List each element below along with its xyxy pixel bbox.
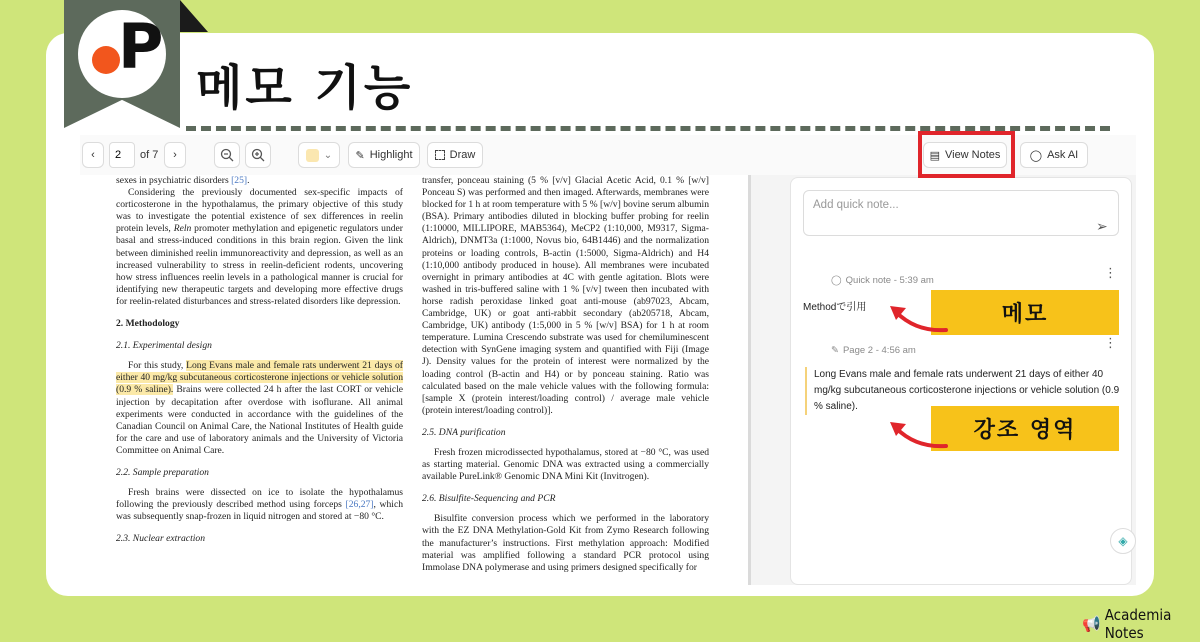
note-text[interactable]: Methodで引用 [803,302,867,313]
view-notes-callout-box [918,131,1015,178]
notes-panel [790,177,1132,585]
layers-icon[interactable]: ◈ [1110,528,1136,554]
pdf-paragraph: transfer, ponceau staining (5 % [v/v] Glacial Acetic Acid, 0.1 % [w/v] Ponceau S) was performed and then imaged. Afterwards, membranes were blocked for 1 h at room temperature with 5 % [w/v] bovine serum albumin (BSA). Primary antibodies diluted in blocking buffer probing for reelin (1:10000, MILLIPORE, MAB5364), MeCP2 (1:10,000, M9317, Sigma-Aldrich), DNMT3a (1:1000, Novus bio, 64B1446) and the normalization proteins or loading controls, B-actin (1:5000, Sigma-Aldrich) and H4 (1:10,000 antibody produced in house). All membranes were incubated overnight in primary antibodies at 4C with gentle agitation. Blots were washed in tris-buffered saline with 1 % [v/v] tween then incubated with horse radish peroxidase linked goat anti-mouse (ab97023, Abcam, Cambridge, UK) or goat anti-rabbit secondary (ab205718, Abcam, Cambridge, UK) antibody (1:5,000 in 5 % [w/v] BSA) for 1 h at room temperature. Lumina Crescendo substrate was used for chemiluminescent detection with SynGene imaging system and quantified with Fiji (Image J). Density values for the protein of interest were normalized by the loading control (B-actin and H4) or by ponceau staining. Ratio was calculated based on the male vehicle values with the following formula: [sample X (protein interest/loading control) / average male vehicle (protein interest/loading control)]. [422,175,709,416]
reader-app [80,135,1136,585]
zoom-in-button[interactable] [245,142,271,168]
chat-bubble-icon: ◯ [831,275,842,286]
pen-icon: ✎ [831,345,839,356]
view-notes-label: View Notes [944,149,1001,161]
ribbon-fold [180,0,208,32]
pdf-paragraph: Fresh frozen microdissected hypothalamus, stored at −80 °C, was used as starting material. Genomic DNA was extracted using a commercially available PureLink® Genomic DNA Mini Kit (Invitrogen). [422,446,709,483]
zoom-in-icon [251,148,265,162]
notes-icon: ▤ [929,149,940,162]
highlight-area-callout: 강조 영역 [931,406,1119,451]
chevron-right-icon: › [173,149,177,161]
citation-link[interactable]: [25] [231,175,248,186]
note-meta: ◯ Quick note - 5:39 am [831,275,934,286]
pdf-page [80,175,748,585]
draw-label: Draw [449,149,476,161]
next-page-button[interactable] [164,142,186,168]
highlighted-text[interactable]: Long Evans male and female rats underwent 21 days of either 40 mg/kg subcutaneous corticosterone injections or vehicle solution (0.9 % saline). [116,360,403,396]
highlight-button[interactable] [348,142,420,168]
megaphone-icon: 📢 [1082,615,1101,633]
pen-icon: ✎ [355,149,365,162]
brand-footer [1082,606,1200,642]
quick-note-input[interactable]: Add quick note... [803,190,1119,236]
pdf-paragraph: Fresh brains were dissected on ice to isolate the hypothalamus following the previously described method using forceps [26,27], which was subsequently snap-frozen in liquid nitrogen and stored at −80 °C. [116,487,403,523]
chat-bubble-icon: ◯ [1029,149,1043,162]
note-menu-icon[interactable]: ⋮ [1104,335,1117,350]
zoom-out-icon [220,148,234,162]
memo-callout: 메모 [931,290,1119,335]
pdf-column-left [116,175,403,553]
pdf-text: sexes in psychiatric disorders [25]. [116,175,250,186]
note-menu-icon[interactable]: ⋮ [1104,265,1117,280]
brand-logo-icon: P [78,10,166,98]
page-title: 메모 기능 [196,60,414,116]
pdf-scrollbar[interactable] [748,175,751,585]
pdf-paragraph: Bisulfite conversion process which we performed in the laboratory with the EZ DNA Methylation-Gold Kit from Zymo Research following the manufacturer’s instructions. First methylation approach: Modified material was amplified following a standard PCR protocol using Immolase DNA polymerase and using primers designed specifically for [422,513,709,573]
chevron-left-icon: ‹ [91,149,95,161]
draw-button[interactable] [427,142,483,168]
note-meta: ✎ Page 2 - 4:56 am [831,345,916,356]
ask-ai-label: Ask AI [1047,149,1079,161]
subsection-heading: 2.6. Bisulfite-Sequencing and PCR [422,493,556,505]
subsection-heading: 2.3. Nuclear extraction [116,533,205,545]
page-number-input[interactable]: 2 [109,142,135,168]
arrow-icon [886,300,950,336]
subsection-heading: 2.1. Experimental design [116,340,212,352]
color-swatch [306,149,319,162]
brand-name: Academia Notes [1104,606,1172,642]
dashed-square-icon [435,150,445,160]
arrow-icon [886,416,950,452]
section-heading: 2. Methodology [116,318,180,330]
zoom-out-button[interactable] [214,142,240,168]
pdf-paragraph: For this study, Long Evans male and female rats underwent 21 days of either 40 mg/kg subcutaneous corticosterone injections or vehicle solution (0.9 % saline). Brains were collected 24 h after the last CORT or vehicle injection by decapitation after overdose with isoflurane. All animal experiments were conducted in accordance with the guidelines of the Canadian Council on Animal Care, the National Institutes of Health guide for the care and use of laboratory animals and the University of Victoria Committee on Animal Care. [116,360,403,456]
prev-page-button[interactable] [82,142,104,168]
send-icon[interactable]: ➢ [1096,218,1108,234]
subsection-heading: 2.2. Sample preparation [116,466,209,478]
page-count: of 7 [140,149,159,161]
note-highlight-text[interactable]: Long Evans male and female rats underwent 21 days of either 40 mg/kg subcutaneous corticosterone injections or vehicle solution (0.9 % saline). [805,367,1125,415]
ask-ai-button[interactable] [1020,142,1088,168]
citation-link[interactable]: [26,27] [345,499,374,511]
pdf-column-right [422,175,709,574]
subsection-heading: 2.5. DNA purification [422,426,506,438]
pdf-paragraph: Considering the previously documented sex-specific impacts of corticosterone in the hypothalamus, the primary objective of this study was to investigate the potential existence of sex differences in reelin protein levels, Reln promoter methylation and epigenetic regulators under basal and stress-induced conditions in this brain region. Given the link between diminished reelin immunoreactivity and depression, as well as an increased vulnerability to stress in reelin-deficient rodents, uncovering how stress influences reelin levels in a pathological manner is crucial for identifying new therapeutic targets and developing more effective drugs for reelin-related disturbances and stress-related disorders like depression. [116,187,403,307]
highlight-color-select[interactable] [298,142,340,168]
chevron-down-icon: ⌄ [323,149,333,161]
highlight-label: Highlight [369,149,413,161]
